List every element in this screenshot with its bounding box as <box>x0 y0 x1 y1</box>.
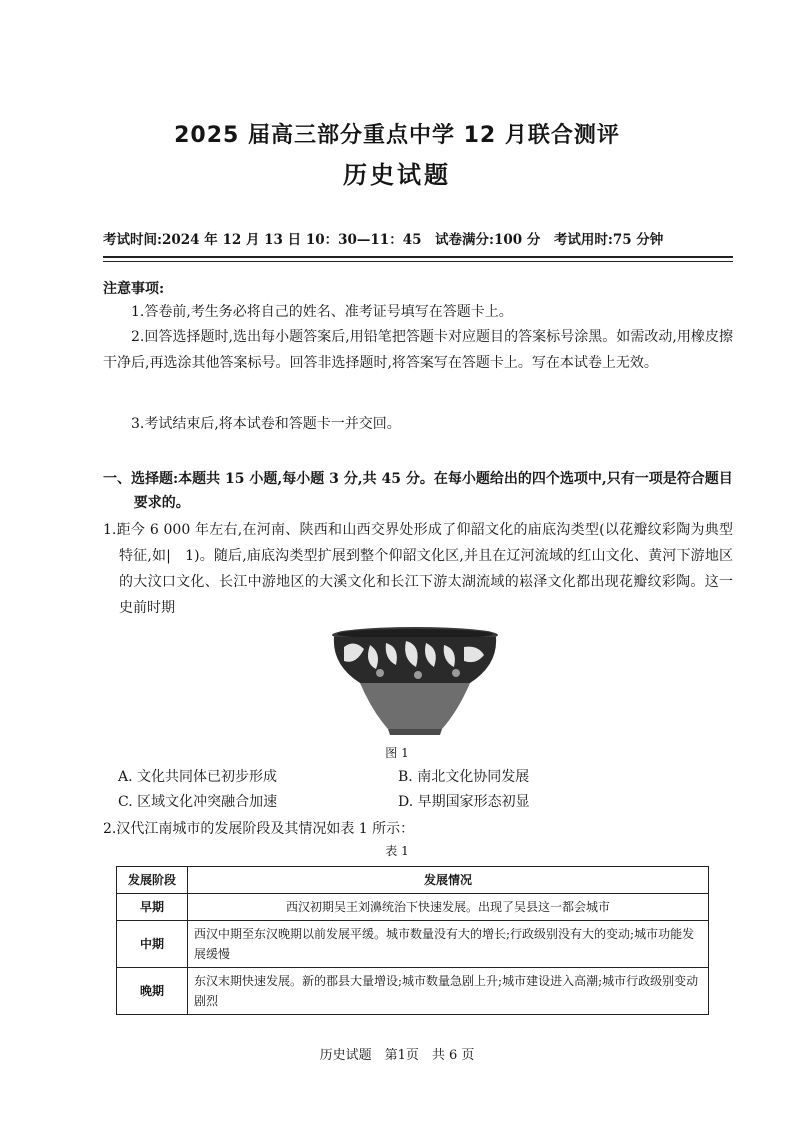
q1-option-d: D. 早期国家形态初显 <box>398 794 530 810</box>
question-2-stem: 2.汉代江南城市的发展阶段及其情况如表 1 所示： <box>103 821 415 837</box>
table-header-row <box>117 867 709 894</box>
table-row <box>117 968 709 1015</box>
question-1-stem: 1.距今 6 000 年左右,在河南、陕西和山西交界处形成了仰韶文化的庙底沟类型(以花瓣纹彩陶为典型特征,如| 1)。随后,庙底沟类型扩展到整个仰韶文化区,并且在辽河流域的红山文化、黄河下游地区的大汶口文化、长江中游地区的大溪文化和长江下游太湖流域的崧泽文化都出现花瓣纹彩陶。这一史前时期 <box>103 522 733 616</box>
q1-option-a: A. 文化共同体已初步形成 <box>118 769 278 785</box>
section-heading-choice: 一、选择题:本题共 15 小题,每小题 3 分,共 45 分。在每小题给出的四个选项中,只有一项是符合题目要求的。 <box>103 471 733 511</box>
table-cell-stage: 早期 <box>117 894 188 921</box>
table-cell-stage: 中期 <box>117 921 188 968</box>
table-cell-stage: 晚期 <box>117 968 188 1015</box>
table-row <box>117 921 709 968</box>
page-footer: 历史试题 第1页 共 6 页 <box>319 1048 475 1063</box>
table-header-stage: 发展阶段 <box>117 867 188 894</box>
q1-option-c: C. 区域文化冲突融合加速 <box>118 794 278 810</box>
figure-1-caption: 图 1 <box>385 746 409 760</box>
q1-option-b: B. 南北文化协同发展 <box>398 769 530 785</box>
header-rule-thin <box>103 261 733 262</box>
table-cell-situation: 西汉中期至东汉晚期以前发展平缓。城市数量没有大的增长;行政级别没有大的变动;城市功能发展缓慢 <box>188 921 709 968</box>
painted-pottery-bowl-image <box>330 625 500 739</box>
han-jiangnan-city-table <box>116 866 709 1015</box>
notes-title: 注意事项: <box>103 281 165 297</box>
table-row <box>117 894 709 921</box>
header-rule-thick <box>103 256 733 258</box>
notes-item-2: 2.回答选择题时,选出每小题答案后,用铅笔把答题卡对应题目的答案标号涂黑。如需改动,用橡皮擦干净后,再选涂其他答案标号。回答非选择题时,将答案写在答题卡上。写在本试卷上无效。 <box>103 329 733 371</box>
table-cell-situation: 西汉初期吴王刘濞统治下快速发展。出现了吴县这一都会城市 <box>188 894 709 921</box>
exam-info-line: 考试时间:2024 年 12 月 13 日 10：30—11：45 试卷满分:100 分 考试用时:75 分钟 <box>103 232 664 248</box>
table-header-situation: 发展情况 <box>188 867 709 894</box>
notes-item-3: 3.考试结束后,将本试卷和答题卡一并交回。 <box>131 416 401 432</box>
table-cell-situation: 东汉末期快速发展。新的郡县大量增设;城市数量急剧上升;城市建设进入高潮;城市行政级别变动剧烈 <box>188 968 709 1015</box>
notes-item-1: 1.答卷前,考生务必将自己的姓名、准考证号填写在答题卡上。 <box>131 304 513 320</box>
exam-title: 2025 届高三部分重点中学 12 月联合测评 <box>174 123 620 148</box>
table-1-caption: 表 1 <box>385 844 409 858</box>
exam-subject-title: 历史试题 <box>343 161 451 189</box>
